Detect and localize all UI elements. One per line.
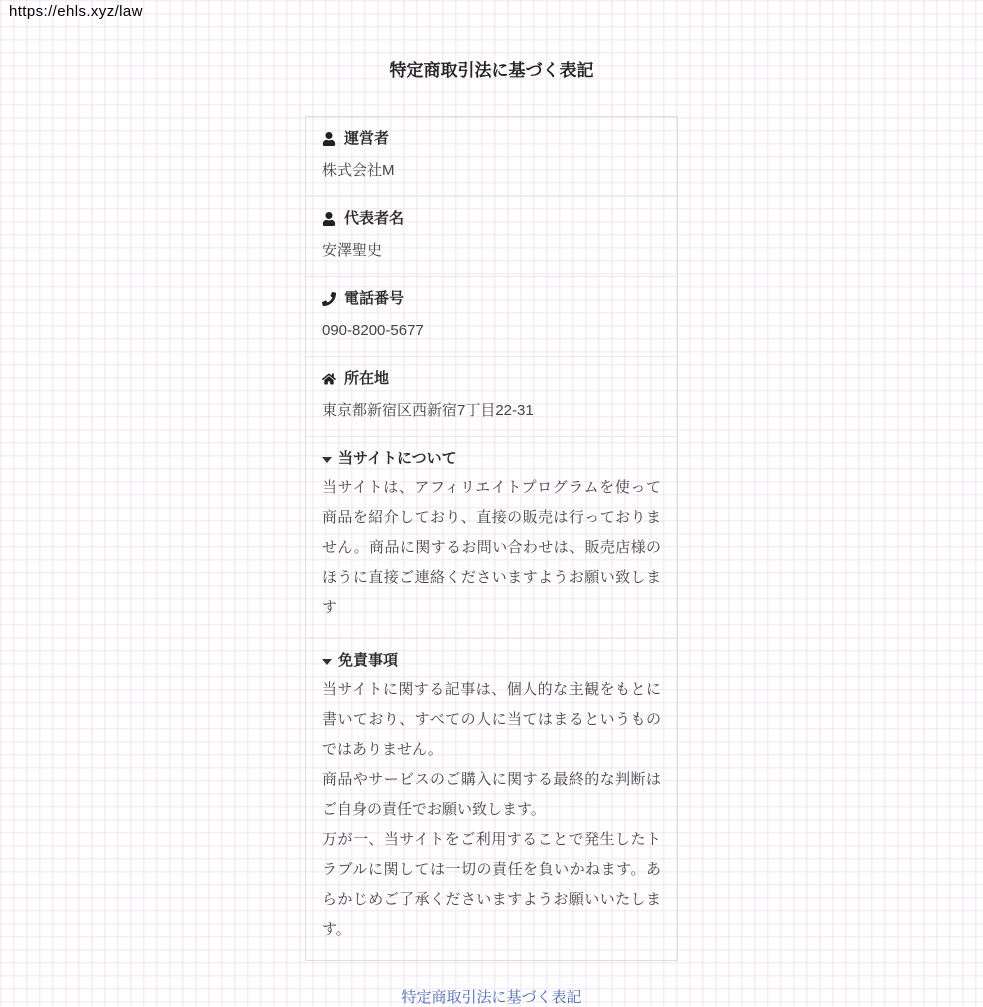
section-representative-value: 安澤聖史 <box>322 242 383 259</box>
legal-info-card <box>305 116 678 961</box>
section-phone-label: 電話番号 <box>344 290 405 307</box>
section-about-site <box>306 437 677 639</box>
section-representative <box>306 197 677 277</box>
about-site-paragraph: 当サイトは、アフィリエイトプログラムを使って商品を紹介しており、直接の販売は行っておりません。商品に関するお問い合わせは、販売店様のほうに直接ご連絡くださいますようお願い致します <box>322 479 661 616</box>
page-title: 特定商取引法に基づく表記 <box>389 61 594 80</box>
section-address-heading <box>322 369 661 389</box>
section-address-value: 東京都新宿区西新宿7丁目22-31 <box>322 402 534 419</box>
section-disclaimer <box>306 639 677 960</box>
about-site-label: 当サイトについて <box>338 450 457 467</box>
footer-law-link[interactable]: 特定商取引法に基づく表記 <box>401 989 582 1006</box>
disclaimer-paragraph-1: 当サイトに関する記事は、個人的な主観をもとに書いており、すべての人に当てはまるというものではありません。 <box>322 681 661 758</box>
disclaimer-toggle[interactable] <box>322 651 661 671</box>
section-operator-value: 株式会社M <box>322 162 395 179</box>
page-url: https://ehls.xyz/law <box>9 3 143 20</box>
section-phone-value: 090-8200-5677 <box>322 322 424 339</box>
section-phone <box>306 277 677 357</box>
phone-icon <box>322 292 336 306</box>
disclaimer-paragraph-2: 商品やサービスのご購入に関する最終的な判断はご自身の責任でお願い致します。 <box>322 771 661 818</box>
section-address-label: 所在地 <box>344 370 390 387</box>
section-representative-heading <box>322 209 661 229</box>
section-operator <box>306 117 677 197</box>
section-operator-label: 運営者 <box>344 130 390 147</box>
disclaimer-label: 免責事項 <box>338 652 399 669</box>
section-representative-label: 代表者名 <box>344 210 405 227</box>
caret-down-icon <box>322 457 332 463</box>
section-address <box>306 357 677 437</box>
section-phone-heading <box>322 289 661 309</box>
about-site-toggle[interactable] <box>322 449 661 469</box>
caret-down-icon <box>322 659 332 665</box>
user-icon <box>322 212 336 226</box>
user-icon <box>322 132 336 146</box>
footer <box>0 986 983 1007</box>
home-icon <box>322 372 336 386</box>
disclaimer-paragraph-3: 万が一、当サイトをご利用することで発生したトラブルに関しては一切の責任を負いかねます。あらかじめご了承くださいますようお願いいたします。 <box>322 831 661 938</box>
section-operator-heading <box>322 129 661 149</box>
